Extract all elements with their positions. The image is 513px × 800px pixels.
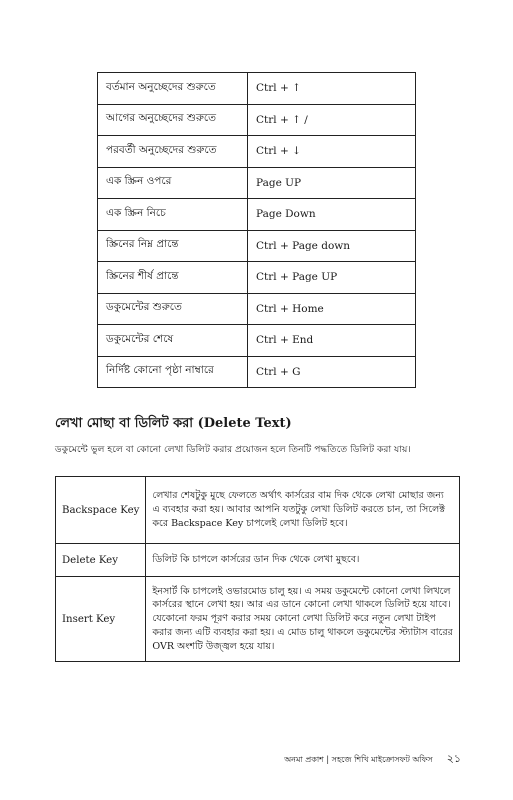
table-row xyxy=(98,356,416,388)
key-name: Backspace Key xyxy=(56,477,146,544)
shortcut-keys: Ctrl + Home xyxy=(248,293,416,325)
key-description: লেখার শেষটুকু মুছে ফেলতে অর্থাৎ কার্সরের বাম দিক থেকে লেখা মোছার জন্য এ ব্যবহার করা হয়। আবার আপনি যতটুকু লেখা ডিলিট করতে চান, তা সিলেক্ট করে Backspace Key চাপলেই লেখা ডিলিট হবে। xyxy=(146,477,460,544)
table-row xyxy=(98,167,416,199)
shortcut-action: বর্তমান অনুচ্ছেদের শুরুতে xyxy=(98,73,248,105)
table-row xyxy=(98,136,416,168)
shortcut-table xyxy=(97,72,416,388)
shortcut-keys: Ctrl + ↑ xyxy=(248,73,416,105)
footer-text: অনমা প্রকাশ | সহজে শিখি মাইক্রোসফট অফিস xyxy=(284,755,433,764)
shortcut-action: স্ক্রিনের শীর্ষ প্রান্তে xyxy=(98,262,248,294)
shortcut-action: পরবর্তী অনুচ্ছেদের শুরুতে xyxy=(98,136,248,168)
shortcut-keys: Ctrl + ↑ / xyxy=(248,104,416,136)
shortcut-action: নির্দিষ্ট কোনো পৃষ্ঠা নাম্বারে xyxy=(98,356,248,388)
section-intro: ডকুমেন্টে ভুল হলে বা কোনো লেখা ডিলিট করার প্রয়োজন হলে তিনটি পদ্ধতিতে ডিলিট করা যায়। xyxy=(55,444,411,455)
key-name: Delete Key xyxy=(56,544,146,577)
shortcut-action: এক স্ক্রিন ওপরে xyxy=(98,167,248,199)
section-heading: লেখা মোছা বা ডিলিট করা (Delete Text) xyxy=(55,416,292,431)
key-description: ডিলিট কি চাপলে কার্সরের ডান দিক থেকে লেখা মুছবে। xyxy=(146,544,460,577)
table-row xyxy=(98,293,416,325)
shortcut-action: আগের অনুচ্ছেদের শুরুতে xyxy=(98,104,248,136)
shortcut-keys: Ctrl + End xyxy=(248,325,416,357)
shortcut-keys: Ctrl + ↓ xyxy=(248,136,416,168)
table-row xyxy=(98,230,416,262)
shortcut-action: ডকুমেন্টের শেষে xyxy=(98,325,248,357)
table-row xyxy=(98,262,416,294)
delete-keys-table xyxy=(55,476,460,662)
shortcut-action: ডকুমেন্টের শুরুতে xyxy=(98,293,248,325)
shortcut-action: স্ক্রিনের নিম্ন প্রান্তে xyxy=(98,230,248,262)
page-footer xyxy=(284,750,461,769)
page-number: ২১ xyxy=(446,752,461,765)
table-row xyxy=(98,199,416,231)
table-row xyxy=(56,477,460,544)
table-row xyxy=(98,104,416,136)
key-description: ইনসার্ট কি চাপলেই ওভারমোড চালু হয়। এ সময় ডকুমেন্টে কোনো লেখা লিখলে কার্সরের স্থানে লেখা হয়। আর এর ডানে কোনো লেখা থাকলে ডিলিট হয়ে যাবে। যেকোনো ফরম পূরণ করার সময় কোনো লেখা ডিলিট করে নতুন লেখা টাইপ করার জন্য এটি ব্যবহার করা হয়। এ মোড চালু থাকলে ডকুমেন্টের স্ট্যাটাস বারের OVR অংশটি উজ্জ্বল হয়ে যায়। xyxy=(146,577,460,662)
shortcut-keys: Ctrl + Page UP xyxy=(248,262,416,294)
table-row xyxy=(98,73,416,105)
shortcut-keys: Ctrl + G xyxy=(248,356,416,388)
shortcut-action: এক স্ক্রিন নিচে xyxy=(98,199,248,231)
table-row xyxy=(98,325,416,357)
shortcut-keys: Page UP xyxy=(248,167,416,199)
table-row xyxy=(56,577,460,662)
shortcut-keys: Page Down xyxy=(248,199,416,231)
table-row xyxy=(56,544,460,577)
shortcut-keys: Ctrl + Page down xyxy=(248,230,416,262)
key-name: Insert Key xyxy=(56,577,146,662)
